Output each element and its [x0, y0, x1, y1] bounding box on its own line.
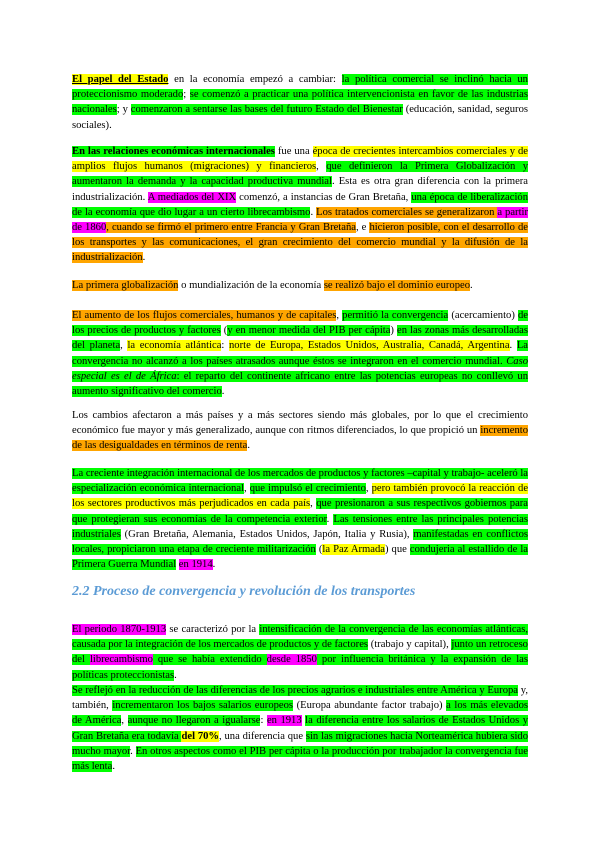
- body-text: .: [247, 440, 250, 452]
- body-text: ,: [336, 310, 343, 321]
- highlight-text: Caso especial es el de África: [72, 355, 528, 382]
- highlight-text: En las relaciones económicas internacionales: [72, 146, 275, 157]
- body-text: .: [174, 669, 177, 681]
- paragraph-international-relations: [72, 144, 528, 266]
- body-text: ,: [316, 161, 327, 173]
- highlight-text: desde 1850: [266, 654, 317, 666]
- highlight-text: la Paz Armada: [322, 544, 385, 556]
- body-text: ,: [121, 715, 128, 727]
- highlight-text: la política comercial se inclinó hacia un proteccionismo moderado: [72, 74, 528, 101]
- body-text: Los cambios afectaron a más países y a más sectores siendo más globales, por lo que el crecimiento económico fue mayor y más generalizado, aunque con ritmos diferenciados, lo que propició un: [72, 410, 528, 437]
- highlight-text: Los tratados comerciales se generalizaron: [316, 206, 498, 218]
- highlight-text: : el reparto del continente africano entre las potencias europeas no conllevó un aumento significativo del comercio: [72, 370, 528, 398]
- paragraph-prices-wages: [72, 683, 528, 774]
- highlight-text: junto un retroceso del: [72, 639, 528, 666]
- body-text: .: [310, 206, 317, 218]
- highlight-text: la economía atlántica: [127, 340, 222, 352]
- body-text: en la economía empezó a cambiar:: [168, 74, 342, 85]
- body-text: .: [326, 513, 334, 525]
- highlight-text: El papel del Estado: [72, 74, 169, 85]
- highlight-text: El periodo 1870-1913: [72, 624, 167, 635]
- highlight-text: El aumento de los flujos comerciales, humanos y de capitales: [72, 310, 337, 321]
- highlight-text: manifestadas en conflictos locales, propiciaron una etapa de creciente militarización: [72, 528, 529, 556]
- paragraph-period-1870-1913: [72, 622, 528, 683]
- highlight-text: A mediados del XIX: [147, 191, 237, 203]
- body-text: .: [221, 386, 225, 398]
- body-text: ,: [310, 498, 317, 510]
- body-text: ; y: [116, 104, 131, 116]
- body-text: comenzó: [236, 191, 278, 203]
- body-text: ,: [365, 483, 372, 495]
- highlight-text: condujeria al estallido de la Primera Guerra Mundial: [72, 544, 528, 571]
- highlight-text: se comenzó a practicar una política intervencionista en favor de las industrias nacionales: [72, 89, 528, 116]
- body-text: (: [220, 325, 228, 337]
- highlight-text: La primera globalización: [72, 280, 179, 291]
- body-text: (educación, sanidad, seguros sociales).: [72, 104, 528, 131]
- paragraph-changes: [72, 408, 528, 454]
- highlight-text: del 70%: [181, 730, 220, 742]
- highlight-text: época de crecientes intercambios comerciales y de amplios flujos humanos (migraciones) y financieros: [72, 146, 528, 173]
- highlight-text: aunque no llegaron a igualarse: [127, 715, 261, 727]
- highlight-text: Se reflejó en la reducción de las diferencias de los precios agrarios e industriales entre América y Europa: [72, 685, 518, 696]
- highlight-text: norte de Europa, Estados Unidos, Australia, Canadá, Argentina: [229, 340, 510, 352]
- highlight-text: pero también provocó la reacción de los sectores productivos más perjudicados en cada país: [72, 483, 529, 510]
- body-text: se caracterizó por la: [166, 624, 260, 635]
- highlight-text: de los precios de productos y factores: [72, 310, 528, 337]
- highlight-text: comenzaron a sentarse las bases del futuro Estado del Bienestar: [130, 104, 403, 116]
- body-text: , una diferencia que: [219, 730, 306, 742]
- paragraph-state-role: [72, 72, 528, 133]
- highlight-text: –capital y trabajo- aceleró la especialización económica internacional: [72, 468, 528, 495]
- highlight-text: y en menor medida del PIB per cápita: [227, 325, 391, 337]
- highlight-text: una época de liberalización de la economía que dio lugar a un cierto librecambismo: [72, 191, 529, 218]
- highlight-text: por influencia británica y la expansión de las políticas proteccionistas: [72, 654, 528, 681]
- highlight-text: en las zonas más desarrolladas del planeta: [72, 325, 528, 352]
- body-text: (trabajo y capital),: [368, 639, 452, 651]
- highlight-text: incrementaron los bajos salarios europeos: [112, 700, 294, 712]
- highlight-text: intensificación de la convergencia de las economías atlánticas, causada por la integración de los mercados de productos y de factores: [72, 624, 528, 651]
- highlight-text: sin las migraciones hacia Norteamérica hubiera sido mucho mayor: [72, 730, 529, 757]
- body-text: (Europa abundante factor trabajo): [293, 700, 447, 712]
- body-text: .: [130, 745, 136, 757]
- highlight-text: incremento de las desigualdades en términos de renta: [72, 425, 528, 452]
- body-text: ): [390, 325, 397, 337]
- highlight-text: hicieron posible, con el desarrollo de los transportes y las comunicaciones, el gran crecimiento del comercio mundial y la difusión de la industrialización: [72, 222, 528, 264]
- body-text: .: [212, 559, 216, 571]
- paragraph-convergence: [72, 308, 528, 399]
- body-text: ,: [120, 340, 128, 352]
- highlight-text: en 1913: [266, 715, 302, 727]
- highlight-text: que impulsó el crecimiento: [249, 483, 366, 495]
- highlight-text: que se había extendido: [152, 654, 267, 666]
- paragraph-first-globalization: [72, 278, 528, 293]
- body-text: (: [315, 544, 323, 556]
- highlight-text: permitió la convergencia: [342, 310, 449, 321]
- highlight-text: La convergencia no alcanzó a los países atrasados aunque éstos se integraron en el comercio mundial.: [72, 340, 528, 367]
- highlight-text: que presionaron a sus respectivos gobiernos para que protegieran sus economías de la competencia exterior: [72, 498, 529, 525]
- body-text: . Esta es otra gran diferencia con la primera industrialización.: [72, 176, 529, 203]
- body-text: (acercamiento): [448, 310, 518, 321]
- highlight-text: a partir de 1860: [72, 206, 528, 234]
- body-text: ;: [183, 89, 190, 101]
- highlight-text: a los más elevados de América: [72, 700, 528, 727]
- body-text: (Gran Bretaña, Alemania, Estados Unidos, Japón, Italia y Rusia),: [120, 528, 414, 540]
- body-text: o mundialización de la economía: [178, 280, 324, 291]
- body-text: fue una: [274, 146, 313, 157]
- highlight-text: La creciente integración internacional de los mercados de productos y factores: [72, 468, 405, 479]
- body-text: .: [112, 761, 115, 773]
- body-text: y, también,: [72, 685, 528, 712]
- highlight-text: En otros aspectos como el PIB per cápita o la producción por trabajador la convergencia fue más lenta: [72, 745, 528, 773]
- body-text: , e: [355, 222, 370, 234]
- body-text: :: [221, 340, 229, 352]
- highlight-text: se realizó bajo el dominio europeo: [323, 280, 471, 291]
- highlight-text: en 1914: [178, 559, 213, 571]
- section-heading: 2.2 Proceso de convergencia y revolución de los transportes: [72, 584, 416, 599]
- paragraph-integration: [72, 466, 528, 572]
- highlight-text: , cuando se firmó el primero entre Francia y Gran Bretaña: [106, 222, 356, 234]
- body-text: .: [142, 252, 146, 264]
- body-text: , a instancias de Gran Bretaña,: [277, 191, 412, 203]
- body-text: .: [509, 340, 517, 352]
- highlight-text: la diferencia entre los salarios de Estados Unidos y Gran Bretaña era todavía: [72, 715, 529, 742]
- body-text: ) que: [384, 544, 410, 556]
- body-text: ,: [243, 483, 250, 495]
- body-text: .: [470, 280, 473, 291]
- body-text: :: [260, 715, 267, 727]
- highlight-text: Las tensiones entre las principales potencias industriales: [72, 513, 529, 540]
- highlight-text: que definieron la Primera Globalización y aumentaron la demanda y la capacidad productiva mundial: [72, 161, 529, 188]
- highlight-text: librecambismo: [89, 654, 153, 666]
